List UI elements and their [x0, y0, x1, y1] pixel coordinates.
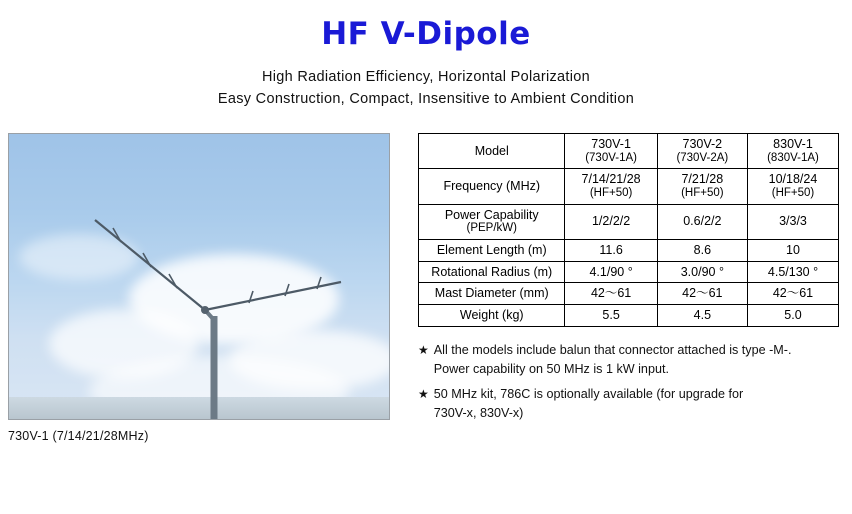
note-line: Power capability on 50 MHz is 1 kW input.: [433, 361, 669, 376]
cell-main: 730V-2: [682, 136, 723, 151]
content-area: [0, 133, 852, 443]
cell-main: 42～61: [772, 286, 814, 301]
photo-caption: 730V-1 (7/14/21/28MHz): [8, 428, 149, 443]
note-line: 50 MHz kit, 786C is optionally available (for upgrade for: [433, 387, 744, 402]
table-row: [419, 169, 839, 204]
table-cell: [747, 133, 838, 168]
row-header: [419, 305, 565, 327]
cell-main: 3/3/3: [779, 214, 807, 229]
row-label: Mast Diameter (mm): [434, 286, 549, 301]
table-cell: [565, 204, 657, 239]
spec-column: [418, 133, 852, 429]
table-cell: [657, 261, 747, 283]
cell-main: 7/14/21/28: [581, 172, 641, 187]
table-cell: [657, 239, 747, 261]
note-line: 730V-x, 830V-x): [433, 405, 524, 420]
table-cell: [657, 283, 747, 305]
row-header: [419, 283, 565, 305]
table-cell: [657, 305, 747, 327]
cell-sub: (730V-2A): [676, 151, 729, 164]
table-cell: [565, 261, 657, 283]
row-label: Power Capability: [444, 207, 539, 222]
note-item: [418, 341, 852, 378]
antenna-photo: [8, 133, 390, 420]
note-body: [434, 385, 743, 422]
page-title: HF V-Dipole: [321, 16, 531, 52]
page-subtitle: [0, 66, 852, 111]
table-cell: [657, 169, 747, 204]
table-row: [419, 204, 839, 239]
note-item: [418, 385, 852, 422]
row-label: Model: [474, 143, 509, 158]
table-cell: [565, 133, 657, 168]
cell-main: 11.6: [599, 242, 623, 257]
table-cell: [747, 305, 838, 327]
table-row: [419, 261, 839, 283]
cell-sub: (830V-1A): [767, 151, 819, 164]
cell-main: 10/18/24: [768, 172, 818, 187]
cell-main: 1/2/2/2: [591, 214, 631, 229]
table-row: [419, 305, 839, 327]
cell-main: 8.6: [693, 242, 712, 257]
row-header: [419, 239, 565, 261]
cell-sub: (HF+50): [771, 187, 815, 199]
cell-main: 830V-1: [773, 136, 813, 151]
table-cell: [565, 305, 657, 327]
table-cell: [657, 133, 747, 168]
cell-main: 0.6/2/2: [683, 214, 722, 229]
cell-main: 4.5/130 °: [767, 264, 819, 279]
table-cell: [747, 169, 838, 204]
specifications-table: [418, 133, 839, 327]
cell-sub: (730V-1A): [585, 151, 637, 164]
cell-main: 5.0: [784, 308, 802, 323]
row-header: [419, 204, 565, 239]
cell-main: 5.5: [602, 308, 620, 323]
table-row: [419, 239, 839, 261]
table-cell: [747, 239, 838, 261]
table-cell: [747, 283, 838, 305]
cell-main: 10: [786, 242, 800, 257]
subtitle-line-2: Easy Construction, Compact, Insensitive to Ambient Condition: [217, 91, 635, 108]
row-header: [419, 169, 565, 204]
cell-sub: (HF+50): [681, 187, 724, 199]
cell-main: 42～61: [682, 286, 723, 301]
table-cell: [565, 283, 657, 305]
cell-main: 730V-1: [591, 136, 631, 151]
star-icon: ★: [418, 342, 429, 357]
table-cell: [565, 239, 657, 261]
table-cell: [657, 204, 747, 239]
cell-sub: (HF+50): [589, 187, 633, 199]
row-label: Weight (kg): [459, 308, 524, 323]
subtitle-line-1: High Radiation Efficiency, Horizontal Polarization: [262, 69, 590, 85]
row-label: Element Length (m): [436, 242, 547, 257]
notes-section: [418, 341, 852, 423]
cell-main: 4.1/90 °: [589, 264, 633, 279]
table-cell: [747, 204, 838, 239]
table-cell: [747, 261, 838, 283]
cell-main: 42～61: [590, 286, 632, 301]
page-root: [0, 16, 852, 514]
row-header: [419, 133, 565, 168]
row-label: Rotational Radius (m): [431, 264, 553, 279]
table-row: [419, 133, 839, 168]
photo-column: [8, 133, 398, 443]
table-row: [419, 283, 839, 305]
table-body: [419, 133, 839, 326]
note-body: [434, 341, 792, 378]
row-header: [419, 261, 565, 283]
cell-main: 4.5: [693, 308, 712, 323]
antenna-illustration: [9, 134, 389, 419]
cell-main: 7/21/28: [681, 172, 724, 187]
row-label-sub: (PEP/kW): [466, 222, 517, 235]
cell-main: 3.0/90 °: [680, 264, 724, 279]
star-icon: ★: [418, 387, 429, 402]
table-cell: [565, 169, 657, 204]
row-label: Frequency (MHz): [443, 179, 541, 194]
note-line: All the models include balun that connector attached is type -M-.: [433, 342, 792, 357]
